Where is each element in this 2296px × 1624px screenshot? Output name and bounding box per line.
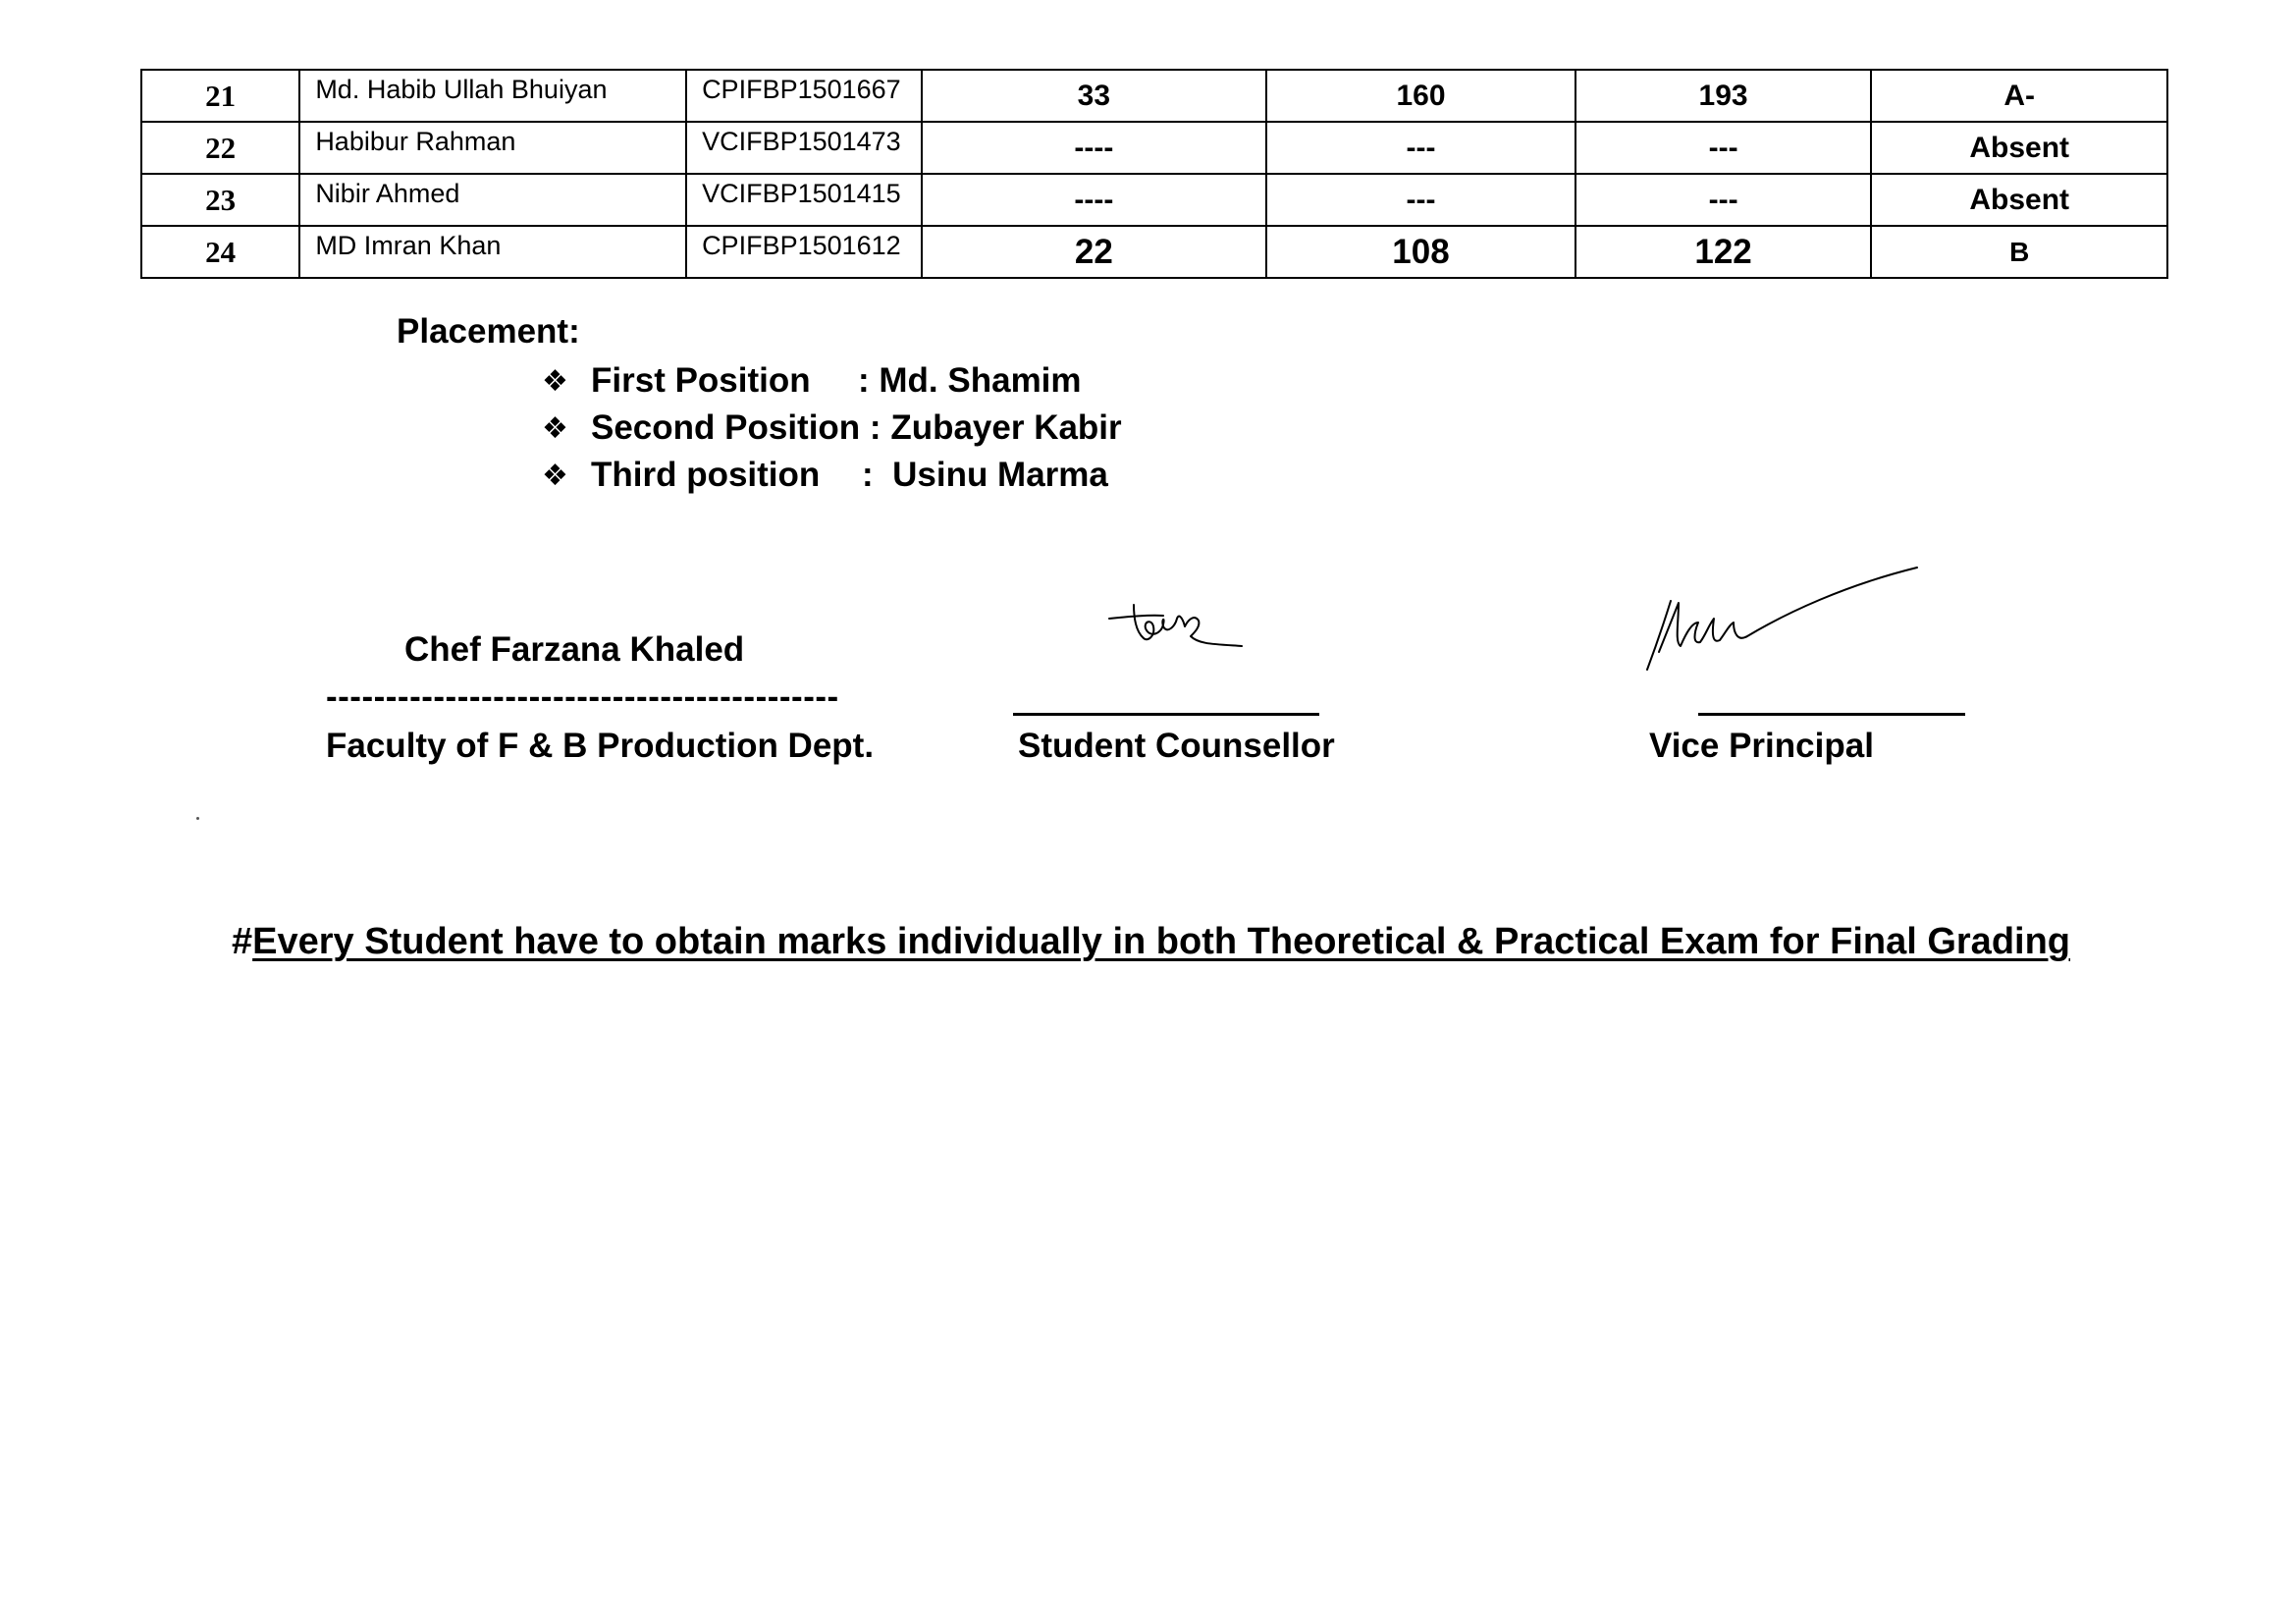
practical-marks-cell: 108 [1266,226,1575,278]
placement-separator: : [858,361,880,400]
total-marks-cell: --- [1575,174,1872,226]
faculty-signature-dashes: ------------------------------------------- [326,677,839,716]
total-marks-cell: 122 [1575,226,1872,278]
vice-principal-signature-icon [1639,564,1924,677]
diamond-bullet-icon: ❖ [542,363,568,399]
grade-cell: Absent [1871,122,2167,174]
total-marks-cell: --- [1575,122,1872,174]
practical-marks-cell: --- [1266,174,1575,226]
vice-principal-title: Vice Principal [1649,727,1874,765]
counsellor-signature-icon [1104,597,1252,666]
placement-student-name: Usinu Marma [892,456,1108,494]
total-marks-cell: 193 [1575,70,1872,122]
student-id-cell: VCIFBP1501415 [686,174,921,226]
placement-separator: : [862,456,893,494]
placement-item-first [542,357,1122,405]
stray-dot [196,817,199,820]
grade-cell: Absent [1871,174,2167,226]
results-table [140,69,2168,279]
diamond-bullet-icon: ❖ [542,410,568,446]
placement-position-label: Second Position [591,408,861,447]
theory-marks-cell: ---- [922,174,1267,226]
student-name-cell: MD Imran Khan [299,226,686,278]
note-prefix: # [232,921,253,962]
counsellor-signatory-title: Student Counsellor [1018,727,1335,765]
placement-item-third [542,452,1122,499]
vice-principal-signature-line [1698,713,1965,716]
placement-item-second [542,405,1122,452]
table-row [141,122,2167,174]
placement-title: Placement: [397,312,580,351]
practical-marks-cell: 160 [1266,70,1575,122]
placement-position-label: Third position [591,456,821,494]
placement-position-label: First Position [591,361,811,400]
note-text: Every Student have to obtain marks individually in both Theoretical & Practical Exam for Final Grading [252,921,2071,962]
placement-separator: : [860,408,891,447]
serial-cell: 21 [141,70,299,122]
placement-student-name: Md. Shamim [879,361,1082,400]
student-id-cell: VCIFBP1501473 [686,122,921,174]
serial-cell: 23 [141,174,299,226]
student-id-cell: CPIFBP1501612 [686,226,921,278]
grade-cell: B [1871,226,2167,278]
student-name-cell: Md. Habib Ullah Bhuiyan [299,70,686,122]
theory-marks-cell: 33 [922,70,1267,122]
serial-cell: 24 [141,226,299,278]
table-row [141,70,2167,122]
table-row [141,226,2167,278]
grade-cell: A- [1871,70,2167,122]
student-name-cell: Nibir Ahmed [299,174,686,226]
grading-note [232,921,2070,963]
practical-marks-cell: --- [1266,122,1575,174]
placement-student-name: Zubayer Kabir [890,408,1122,447]
faculty-signatory-title: Faculty of F & B Production Dept. [326,727,875,765]
student-name-cell: Habibur Rahman [299,122,686,174]
diamond-bullet-icon: ❖ [542,458,568,493]
table-row [141,174,2167,226]
serial-cell: 22 [141,122,299,174]
placement-list [542,357,1122,499]
student-id-cell: CPIFBP1501667 [686,70,921,122]
theory-marks-cell: 22 [922,226,1267,278]
theory-marks-cell: ---- [922,122,1267,174]
faculty-signatory-name: Chef Farzana Khaled [404,630,745,669]
counsellor-signature-line [1013,713,1319,716]
